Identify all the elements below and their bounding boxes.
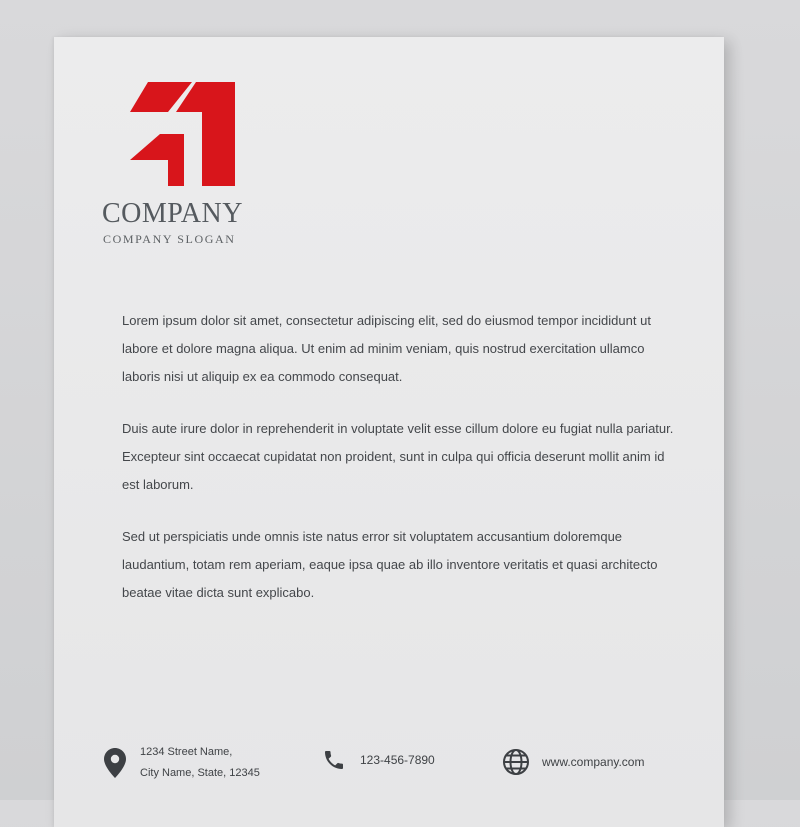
footer-website (502, 748, 644, 776)
phone-number: 123-456-7890 (360, 753, 435, 767)
phone-icon (322, 748, 346, 772)
company-slogan: COMPANY SLOGAN (103, 232, 236, 246)
website-url: www.company.com (542, 755, 645, 769)
globe-icon (502, 748, 530, 776)
address-line-1: 1234 Street Name, (140, 746, 233, 758)
address-line-2: City Name, State, 12345 (140, 767, 260, 779)
body-paragraph-2: Duis aute irure dolor in reprehenderit in voluptate velit esse cillum dolore eu fugiat nulla pariatur. Excepteur sint occaecat cupidatat non proident, sunt in culpa qui officia deserunt mollit anim id est laborum. (122, 421, 674, 492)
letter-body (122, 307, 682, 631)
body-paragraph-1: Lorem ipsum dolor sit amet, consectetur adipiscing elit, sed do eiusmod tempor incididunt ut labore et dolore magna aliqua. Ut enim ad minim veniam, quis nostrud exercitation ullamco laboris nisi ut aliquip ex ea commodo consequat. (122, 313, 651, 384)
company-name: COMPANY (102, 198, 243, 229)
letterhead-paper (54, 37, 724, 827)
company-logo-mark (130, 82, 235, 186)
body-paragraph-3: Sed ut perspiciatis unde omnis iste natus error sit voluptatem accusantium doloremque laudantium, totam rem aperiam, eaque ipsa quae ab illo inventore veritatis et quasi architecto beatae vitae dicta sunt explicabo. (122, 529, 658, 600)
footer-phone (322, 748, 435, 772)
location-pin-icon (104, 748, 126, 778)
footer-address (104, 742, 260, 784)
